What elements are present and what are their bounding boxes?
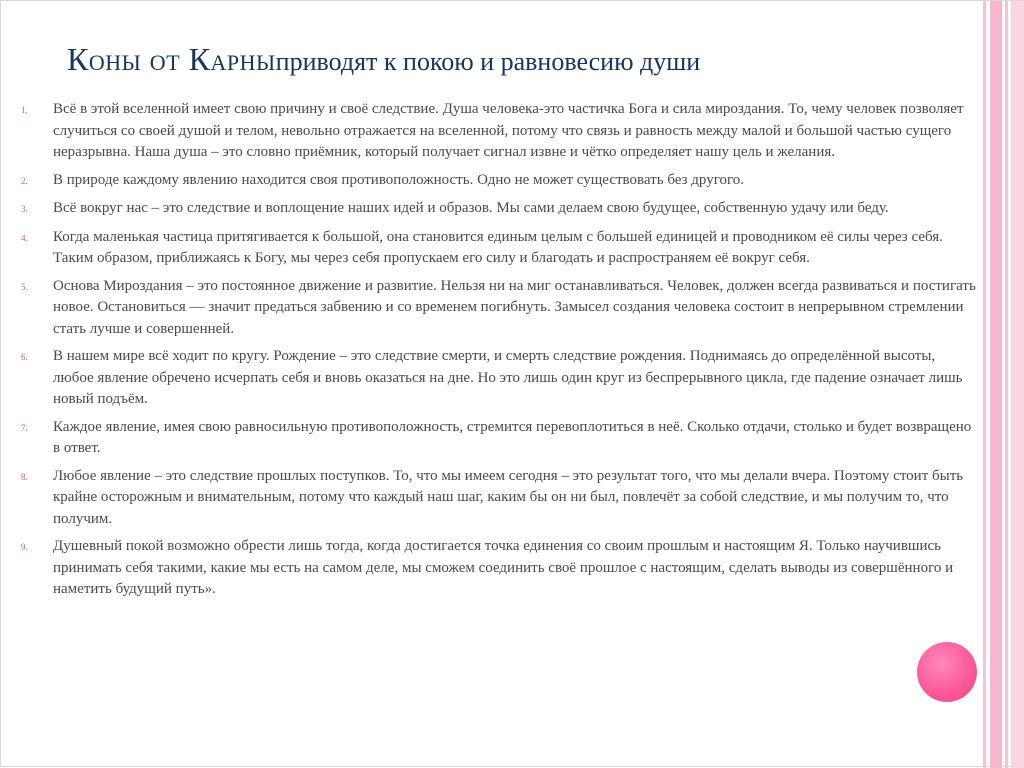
item-text: Когда маленькая частица притягивается к большой, она становится единым целым с большей единицей и проводником её силы через себя. Таким образом, приближаясь к Богу, мы через себя пропускаем его силу и благодать и распространяем её вокруг себя.: [53, 228, 943, 266]
decorative-circle: [917, 642, 977, 702]
item-text: В природе каждому явлению находится своя противоположность. Одно не может существовать без другого.: [53, 171, 745, 188]
item-number: 2.: [21, 175, 28, 186]
title-part-2: приводят к покою и равновесию души: [275, 47, 701, 76]
item-number: 6.: [21, 352, 28, 362]
item-number: 3.: [21, 204, 28, 214]
list-item: [21, 198, 976, 221]
item-text: Всё вокруг нас – это следствие и воплощение наших идей и образов. Мы сами делаем свою будущее, собственную удачу или беду.: [53, 200, 889, 216]
item-text: Любое явление – это следствие прошлых поступков. То, что мы имеем сегодня – это результат того, что мы делали вчера. Поэтому стоит быть крайне осторожным и внимательным, потому что каждый наш шаг, каким бы он ни был, повлечёт за собой следствие, и мы получим то, что получим.: [53, 467, 964, 527]
item-text: Всё в этой вселенной имеет свою причину и своё следствие. Душа человека-это частичка Бога и сила мироздания. То, чему человек позволяет случиться со своей душой и телом, невольно отражается на вселенной, потому что связь и равность между малой и большой частью сущего неразрывна. Наша душа – это словно приёмник, который получает сигнал извне и чётко определяет нашу цель и желания.: [53, 101, 964, 160]
item-number: 8.: [21, 471, 28, 482]
numbered-list: [21, 99, 976, 607]
list-item: [21, 170, 976, 193]
item-number: 1.: [21, 105, 28, 115]
item-text: В нашем мире всё ходит по кругу. Рождение – это следствие смерти, и смерть следствие рождения. Поднимаясь до определённой высоты, любое явление обречено исчерпать себя и вновь оказаться на дне. Но это лишь один круг из беспрерывного цикла, где падение означает лишь новый подъём.: [53, 348, 963, 407]
item-number: 5.: [21, 281, 28, 292]
item-number: 9.: [21, 542, 28, 552]
list-item: [21, 276, 976, 341]
title-part-1: Коны от Карны: [67, 41, 276, 77]
list-item: [21, 417, 976, 460]
list-item: [21, 99, 976, 164]
item-number: 4.: [21, 232, 28, 243]
list-item: [21, 227, 976, 270]
item-text: Каждое явление, имея свою равносильную противоположность, стремится перевоплотиться в неё. Сколько отдачи, столько и будет возвращено в ответ.: [53, 418, 972, 456]
item-text: Душевный покой возможно обрести лишь тогда, когда достигается точка единения со своим прошлым и настоящим Я. Только научившись принимать себя такими, какие мы есть на самом деле, мы сможем соединить своё прошлое с настоящим, сделать выводы из совершённого и наметить будущий путь».: [53, 538, 954, 597]
list-item: [21, 466, 976, 531]
decorative-stripe: [990, 1, 1002, 768]
list-item: [21, 346, 976, 411]
decorative-stripe: [983, 1, 986, 768]
list-item: [21, 536, 976, 601]
slide-title: [67, 39, 967, 82]
item-text: Основа Мироздания – это постоянное движение и развитие. Нельзя ни на миг останавливаться. Человек, должен всегда развиваться и постигать новое. Остановиться — значит предаться забвению и со временем погибнуть. Замысел создания человека состоит в непрерывном стремлении стать лучше и совершенней.: [53, 277, 976, 337]
decorative-stripe: [1005, 1, 1008, 768]
item-number: 7.: [21, 422, 28, 433]
decorative-stripe: [1011, 1, 1024, 768]
